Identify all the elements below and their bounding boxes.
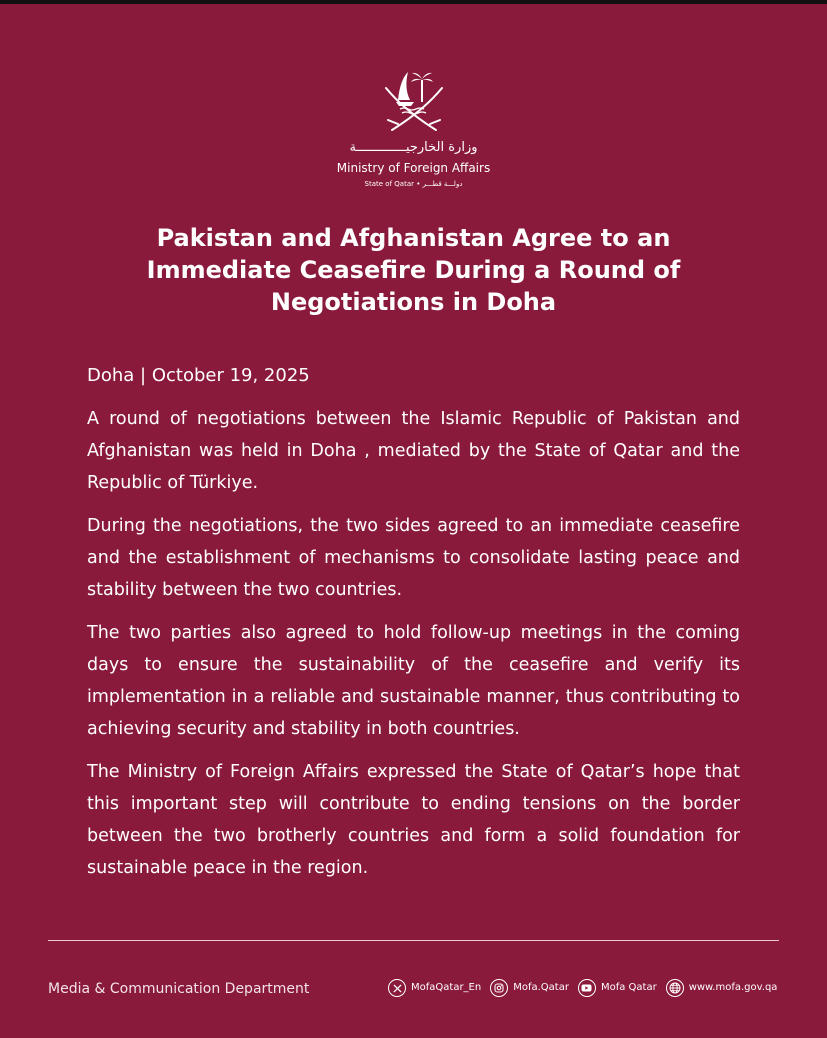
top-bar: [0, 0, 827, 4]
department-name: Media & Communication Department: [48, 981, 310, 997]
social-label: MofaQatar_En: [411, 982, 482, 993]
dateline: Doha | October 19, 2025: [87, 365, 310, 386]
x-icon: [388, 979, 406, 997]
youtube-icon: [578, 979, 596, 997]
org-name-arabic: وزارة الخارجيـــــــــــــة: [349, 140, 478, 155]
social-link-instagram[interactable]: [490, 979, 569, 997]
org-subtitle: State of Qatar • دولـــة قطـــر: [364, 180, 463, 188]
article-paragraph: The two parties also agreed to hold follow-up meetings in the coming days to ensure the sustainability of the ceasefire and verify its implementation in a reliable and sustainable manner, thus contributing to achieving security and stability in both countries.: [87, 623, 740, 739]
social-links: [388, 977, 777, 999]
social-link-x[interactable]: [388, 979, 481, 997]
social-link-website[interactable]: [666, 979, 778, 997]
social-label: www.mofa.gov.qa: [688, 982, 778, 993]
social-link-youtube[interactable]: [578, 979, 657, 997]
article-title: Pakistan and Afghanistan Agree to an Immediate Ceasefire During a Round of Negotiations in Doha: [146, 224, 681, 316]
social-label: Mofa.Qatar: [513, 982, 569, 993]
footer-divider: [48, 940, 779, 941]
instagram-icon: [490, 979, 508, 997]
org-name-english: Ministry of Foreign Affairs: [336, 161, 491, 175]
social-label: Mofa Qatar: [600, 982, 657, 993]
article-body: [87, 403, 740, 895]
qatar-emblem-icon: [378, 66, 450, 136]
article-paragraph: During the negotiations, the two sides agreed to an immediate ceasefire and the establishment of mechanisms to consolidate lasting peace and stability between the two countries.: [87, 516, 740, 600]
article-paragraph: The Ministry of Foreign Affairs expressed the State of Qatar’s hope that this important step will contribute to ending tensions on the border between the two brotherly countries and form a solid foundation for sustainable peace in the region.: [87, 762, 740, 878]
globe-icon: [666, 979, 684, 997]
article-paragraph: A round of negotiations between the Islamic Republic of Pakistan and Afghanistan was held in Doha , mediated by the State of Qatar and the Republic of Türkiye.: [87, 409, 740, 493]
